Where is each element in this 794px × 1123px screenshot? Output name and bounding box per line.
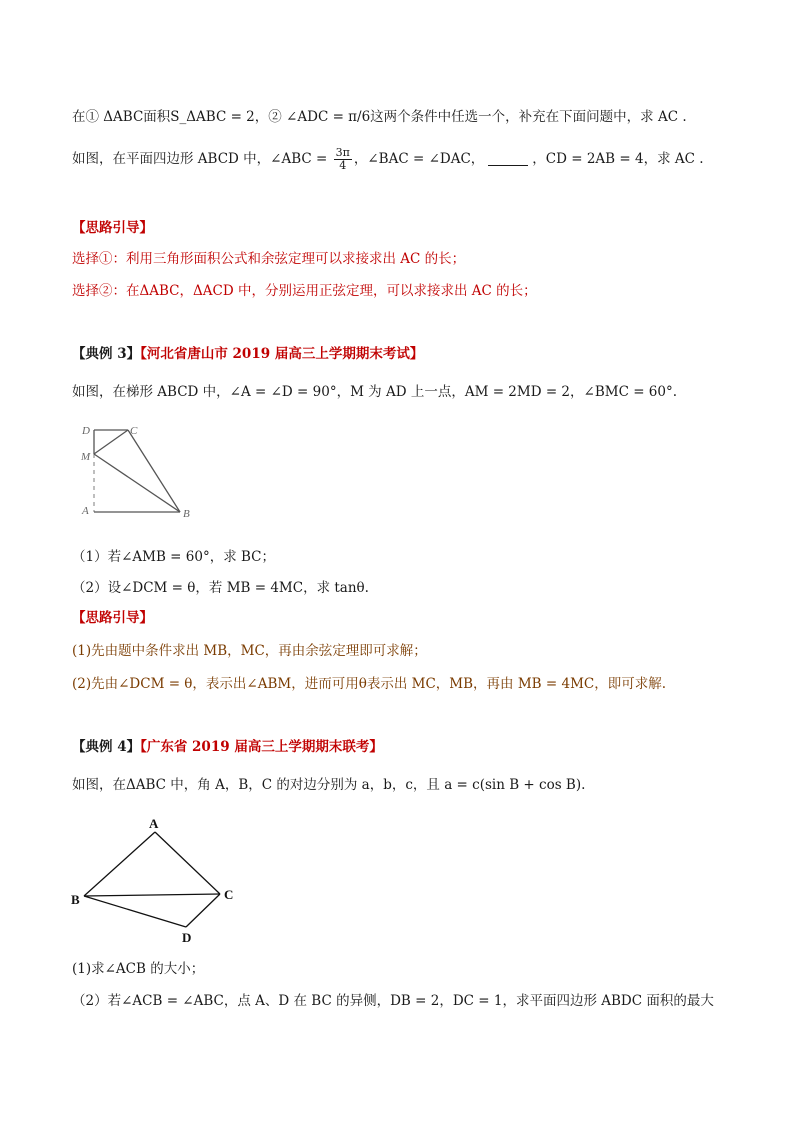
para1-line2-part-c: ，CD = 2AB = 4，求 AC . bbox=[532, 151, 704, 167]
para1-line2-part-a: 如图，在平面四边形 ABCD 中，∠ABC = bbox=[72, 151, 332, 167]
quadrilateral-figure bbox=[66, 812, 246, 952]
segment-MB bbox=[94, 454, 180, 512]
example4-source: 【广东省 2019 届高三上学期期末联考】 bbox=[140, 739, 383, 755]
example4-header bbox=[72, 737, 732, 757]
example4-q2: （2）若∠ACB = ∠ABC，点 A、D 在 BC 的异侧，DB = 2，DC = 1，求平面四边形 ABDC 面积的最大 bbox=[72, 993, 714, 1009]
side-AC bbox=[155, 832, 220, 894]
example3-q1: （1）若∠AMB = 60°，求 BC； bbox=[72, 549, 276, 565]
example3-source: 【河北省唐山市 2019 届高三上学期期末考试】 bbox=[140, 346, 424, 362]
label-M: M bbox=[81, 451, 91, 463]
label-D: D bbox=[82, 425, 90, 437]
segment-MC bbox=[94, 430, 128, 454]
side-BD bbox=[84, 896, 186, 927]
label-D: D bbox=[182, 930, 192, 945]
label-B: B bbox=[183, 508, 190, 520]
para1-line2-part-b: ，∠BAC = ∠DAC， bbox=[353, 151, 485, 167]
label-B: B bbox=[71, 892, 80, 907]
example4-stem: 如图，在ΔABC 中，角 A，B，C 的对边分别为 a，b，c，且 a = c(sin B + cos B). bbox=[72, 777, 586, 793]
label-A: A bbox=[149, 816, 159, 831]
side-BA bbox=[84, 832, 155, 896]
guide3-title: 【思路引导】 bbox=[72, 610, 153, 626]
guide3-item2: (2)先由∠DCM = θ，表示出∠ABM，进而可用θ表示出 MC，MB，再由 MB = 4MC，即可求解. bbox=[72, 676, 667, 692]
example3-tag: 【典例 3】 bbox=[72, 346, 141, 362]
label-C: C bbox=[130, 425, 138, 437]
guide1-title: 【思路引导】 bbox=[72, 220, 153, 236]
para1-line1-text: 在① ΔABC面积S_ΔABC = 2，② ∠ADC = π/6这两个条件中任选一个，补充在下面问题中，求 AC . bbox=[72, 109, 687, 125]
fraction-denominator: 4 bbox=[339, 159, 347, 172]
guide1-item2: 选择②：在ΔABC，ΔACD 中，分别运用正弦定理，可以求接求出 AC 的长； bbox=[72, 283, 537, 299]
example4-q1: (1)求∠ACB 的大小； bbox=[72, 961, 205, 977]
side-DC bbox=[186, 894, 220, 927]
guide3-item1: (1)先由题中条件求出 MB，MC，再由余弦定理即可求解； bbox=[72, 643, 427, 659]
para1-line2 bbox=[72, 147, 732, 172]
example3-stem: 如图，在梯形 ABCD 中，∠A = ∠D = 90°，M 为 AD 上一点，AM = 2MD = 2，∠BMC = 60°. bbox=[72, 384, 678, 400]
label-A: A bbox=[82, 505, 89, 517]
example4-tag: 【典例 4】 bbox=[72, 739, 141, 755]
side-CB bbox=[128, 430, 180, 512]
example3-header bbox=[72, 344, 732, 364]
label-C: C bbox=[224, 887, 234, 902]
fraction-numerator: 3π bbox=[335, 146, 350, 159]
guide1-item1: 选择①：利用三角形面积公式和余弦定理可以求接求出 AC 的长； bbox=[72, 251, 466, 267]
trapezoid-figure bbox=[72, 420, 212, 528]
para1-line1 bbox=[72, 107, 732, 127]
fraction-3pi-over-4 bbox=[334, 147, 352, 172]
example3-q2: （2）设∠DCM = θ，若 MB = 4MC，求 tanθ. bbox=[72, 580, 369, 596]
fill-in-blank bbox=[488, 153, 528, 166]
diagonal-BC bbox=[84, 894, 220, 896]
